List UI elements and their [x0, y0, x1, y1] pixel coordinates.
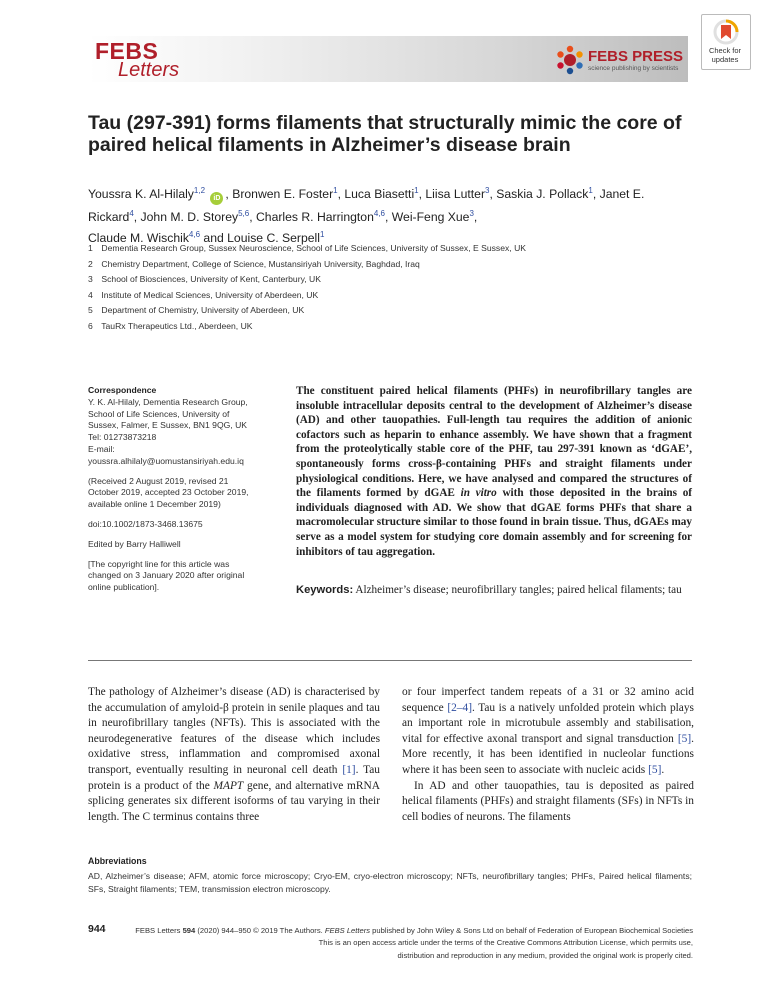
citation-link[interactable]: [5] [648, 763, 662, 776]
press-name: FEBS PRESS [588, 48, 684, 65]
citation-link[interactable]: [5] [677, 732, 692, 745]
article-title: Tau (297-391) forms filaments that structurally mimic the core of paired helical filaments in Alzheimer’s disease brain [88, 112, 682, 156]
dates: (Received 2 August 2019, revised 21 October 2019, accepted 23 October 2019, available online 1 December 2019) [88, 475, 249, 510]
bookmark-icon [702, 15, 750, 49]
author-list: Youssra K. Al-Hilaly$^{1,2}$ iD , Bronwen E. Foster$^1$, Luca Biasetti$^1$, Liisa Lutter$^3$, Saskia J. Pollack$^1$, Janet E. Rickard$^4$, John M. D. Storey$^{5,6}$, Charles R. Harrington$^{4,6}$, Wei-Feng Xue$^3$, Claude M. Wischik$^{4,6}$ and Louise C. Serpell$^1$ [88, 186, 645, 246]
paragraph: or four imperfect tandem repeats of a 31 or 32 amino acid sequence [2–4]. Tau is a natively unfolded protein which plays an important role in microtubule assembly and stabilisation, vital for effective axonal transport and signal transduction [5]. More recently, it has been identified in nucleolar functions where it has been seen to associate with nucleic acids [5]. [402, 686, 694, 776]
author[interactable]: Wei-Feng Xue$^3$ [391, 209, 474, 225]
divider [88, 660, 692, 661]
affiliation: 6 TauRx Therapeutics Ltd., Aberdeen, UK [88, 320, 253, 331]
keywords: Keywords: Alzheimer’s disease; neurofibrillary tangles; paired helical filaments; tau [296, 584, 682, 596]
journal-logo-subtitle: Letters [118, 59, 180, 81]
email-link[interactable]: youssra.alhilaly@uomustansiriyah.edu.iq [88, 455, 244, 466]
abbreviations-text: AD, Alzheimer’s disease; AFM, atomic force microscopy; Cryo-EM, cryo-electron microscopy; NFTs, neurofibrillary tangles; PHFs, Paired helical filaments; SFs, Straight filaments; TEM, transmission electron microscopy. [88, 871, 692, 894]
body-column-right [402, 685, 694, 825]
author[interactable]: Janet E. Rickard$^4$ [88, 187, 645, 225]
affiliation: 4 Institute of Medical Sciences, University of Aberdeen, UK [88, 289, 319, 300]
journal-logo-title: FEBS [95, 38, 159, 64]
abbreviations-label: Abbreviations [88, 856, 147, 866]
keywords-label: Keywords: [296, 584, 354, 596]
citation-link[interactable]: [2–4] [447, 701, 472, 714]
author[interactable]: Claude M. Wischik$^{4,6}$ [88, 230, 201, 246]
affiliation: 2 Chemistry Department, College of Science, Mustansiriyah University, Baghdad, Iraq [88, 258, 420, 269]
author[interactable]: Bronwen E. Foster$^1$ [232, 186, 338, 202]
editor: Edited by Barry Halliwell [88, 538, 181, 549]
article-sidebar: Correspondence Y. K. Al-Hilaly, Dementia Research Group, School of Life Sciences, University of Sussex, Falmer, E Sussex, BN1 9QG, UK Tel: 01273873218 E-mail: youssra.alhilaly@uomustansiriyah.edu.iq (Received 2 August 2019, revised 21 October 2019, accepted 23 October 2019, available online 1 December 2019) doi:10.1002/1873-3468.13675 Edited by Barry Halliwell [The copyright line for this article was changed on 3 January 2020 after original online publication]. [88, 385, 278, 594]
check-for-updates-label[interactable]: Check for updates [708, 46, 742, 64]
affiliation: 5 Department of Chemistry, University of Aberdeen, UK [88, 305, 305, 316]
affiliation-list [88, 241, 688, 335]
author[interactable]: Liisa Lutter$^3$ [425, 186, 490, 202]
page-number: 944 [88, 923, 106, 935]
affiliation: 1 Dementia Research Group, Sussex Neuroscience, School of Life Sciences, University of Sussex, E Sussex, UK [88, 243, 527, 253]
author[interactable]: Luca Biasetti$^1$ [344, 186, 419, 202]
author[interactable]: Louise C. Serpell$^1$ [227, 230, 325, 246]
page-footer: FEBS Letters 594 (2020) 944–950 © 2019 The Authors. FEBS Letters published by John Wiley & Sons Ltd on behalf of Federation of European Biochemical Societies This is an open access article under the terms of the Creative Commons Attribution License, which permits use, distribution and reproduction in any medium, provided the original work is properly cited. [123, 925, 693, 962]
abstract: The constituent paired helical filaments (PHFs) in neurofibrillary tangles are insoluble intracellular deposits central to the development of Alzheimer’s disease (AD) and other tauopathies. Full-length tau requires the addition of anionic cofactors such as heparin to enhance assembly. We have shown that a fragment from the proteolytically stable core of the PHF, tau 297-391 known as ‘dGAE’, spontaneously forms cross-β-containing PHFs and straight filaments under physiological conditions. Here, we have analysed and compared the structures of the filaments formed by dGAE in vitro with those deposited in the brains of individuals diagnosed with AD. We show that dGAE forms PHFs that share a macromolecular structure similar to those found in brain tissue. Thus, dGAEs may serve as a model system for studying core domain assembly and for screening for inhibitors of tau aggregation. [296, 385, 693, 558]
citation-link[interactable]: [1] [342, 763, 356, 776]
doi-link[interactable]: doi:10.1002/1873-3468.13675 [88, 518, 203, 529]
author[interactable]: Saskia J. Pollack$^1$ [496, 186, 593, 202]
body-column-left: The pathology of Alzheimer’s disease (AD) is characterised by the accumulation of amyloid-β protein in senile plaques and tau in neurofibrillary tangles (NFTs). This is associated with the neurodegenerative features of the disease which includes oxidative stress, inflammation and compromised axonal transport, eventually resulting in neuronal cell death [1]. Tau protein is a product of the MAPT gene, and alternative mRNA splicing generates six different isoforms of tau varying in their length. The C terminus contains three [88, 686, 380, 823]
copyright-note: [The copyright line for this article was changed on 3 January 2020 after original online publication]. [88, 558, 245, 593]
author[interactable]: John M. D. Storey$^{5,6}$ [140, 209, 250, 225]
correspondence-label: Correspondence [88, 385, 157, 395]
febs-press-logo-icon [555, 45, 585, 75]
press-tagline: science publishing by scientists [588, 65, 679, 72]
orcid-icon[interactable]: iD [210, 192, 223, 205]
author[interactable]: Charles R. Harrington$^{4,6}$ [256, 209, 385, 225]
author[interactable]: Youssra K. Al-Hilaly$^{1,2}$ [88, 186, 206, 202]
license-text: This is an open access article under the terms of the Creative Commons Attribution License, which permits use, [318, 938, 693, 948]
paragraph: In AD and other tauopathies, tau is deposited as paired helical filaments (PHFs) and straight filaments (SFs) in NFTs in cell bodies of neurons. The filaments [402, 779, 694, 823]
affiliation: 3 School of Biosciences, University of Kent, Canterbury, UK [88, 274, 321, 285]
